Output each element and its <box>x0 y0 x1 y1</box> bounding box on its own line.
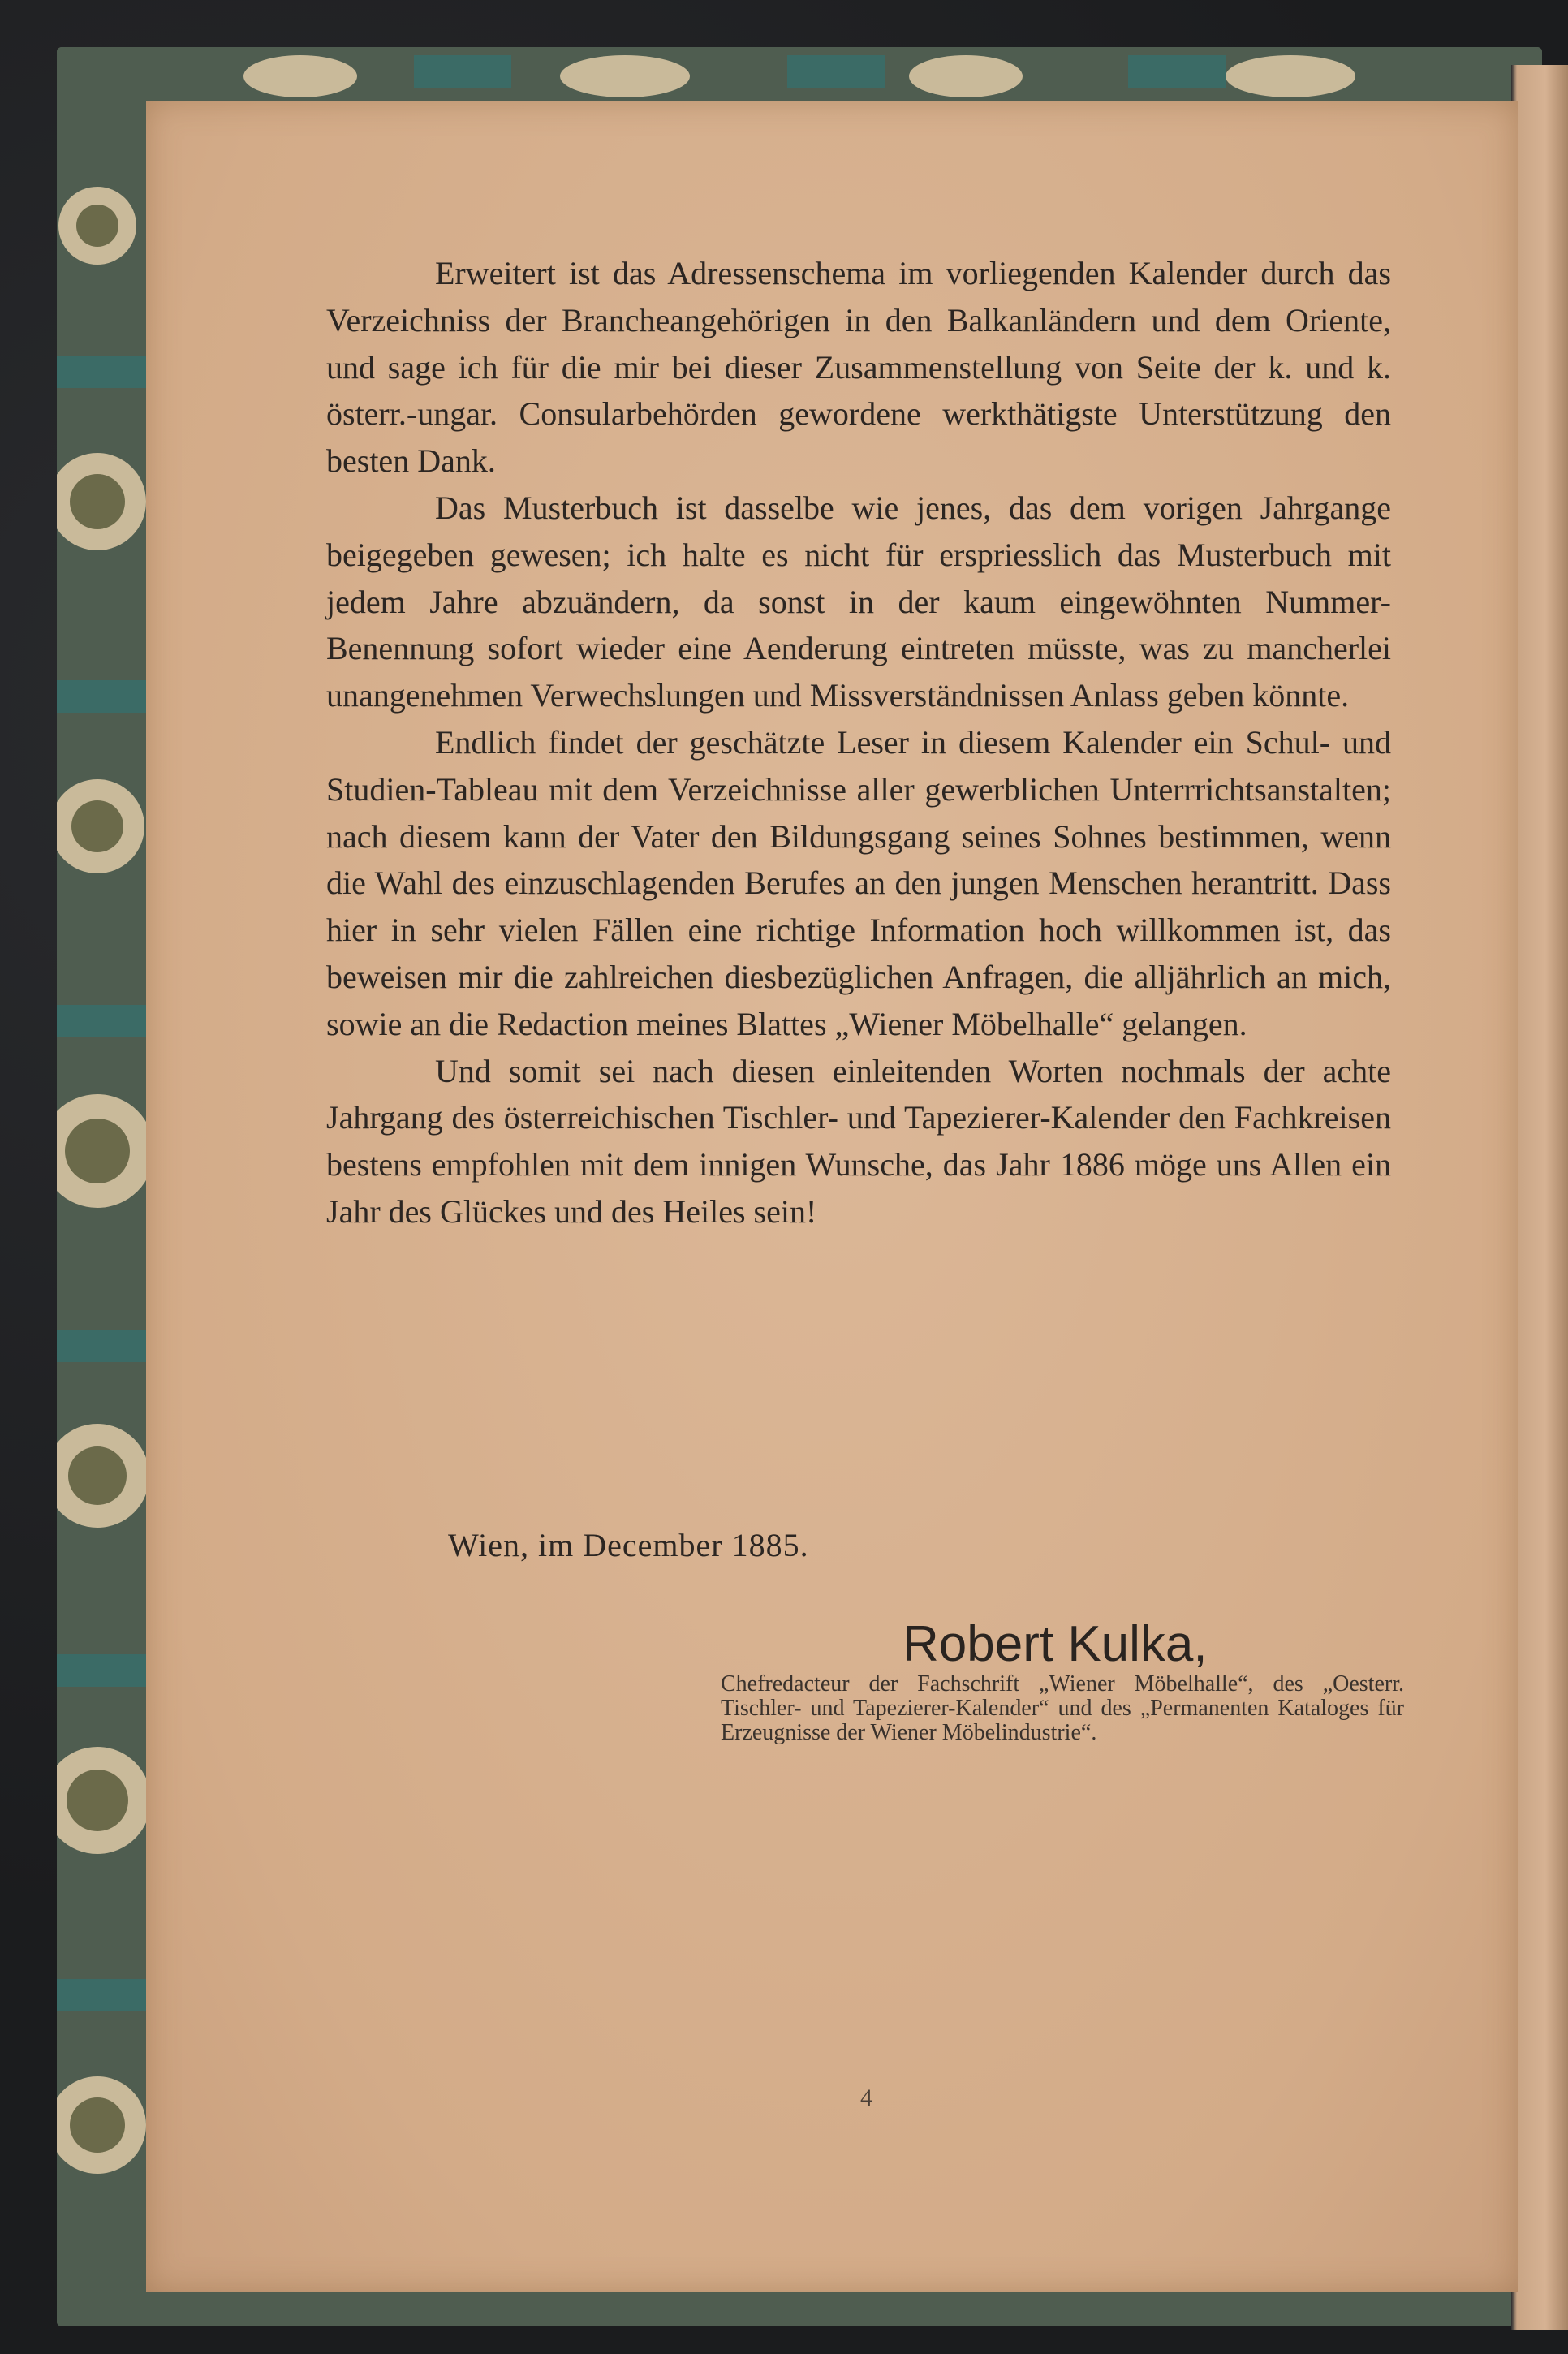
paragraph-4: Und somit sei nach diesen einleitenden Worten nochmals der achte Jahrgang des österreichischen Tischler- und Tapezierer-Kalender den Fachkreisen bestens empfohlen mit dem innigen Wunsche, das Jahr 1886 möge uns Allen ein Jahr des Glückes und des Heiles sein! <box>326 1052 1391 1230</box>
body-text <box>326 250 1391 1235</box>
paragraph-1: Erweitert ist das Adressenschema im vorliegenden Kalender durch das Verzeichniss der Brancheangehörigen in den Balkanländern und dem Oriente, und sage ich für die mir bei dieser Zusammenstellung von Seite der k. und k. österr.-ungar. Consularbehörden gewordene werkthätigste Unterstützung den besten Dank. <box>326 255 1391 480</box>
adjacent-page-edge <box>1511 65 1568 2330</box>
author-signature: Robert Kulka, <box>902 1616 1208 1672</box>
paragraph-2: Das Musterbuch ist dasselbe wie jenes, das dem vorigen Jahrgange beigegeben gewesen; ich halte es nicht für erspriesslich das Musterbuch mit jedem Jahre abzuändern, da sonst in der kaum eingewöhnten Nummer-Benennung sofort wieder eine Aenderung eintreten müsste, was zu mancherlei unangenehmen Verwechslungen und Missverständnissen Anlass geben könnte. <box>326 489 1391 714</box>
paragraph-3: Endlich findet der geschätzte Leser in diesem Kalender ein Schul- und Studien-Tableau mit dem Verzeichnisse aller gewerblichen Unterrrichtsanstalten; nach diesem kann der Vater den Bildungsgang seines Sohnes bestimmen, wenn die Wahl des einzuschlagenden Berufes an den jungen Menschen herantritt. Dass hier in sehr vielen Fällen eine richtige Information hoch willkommen ist, das beweisen mir die zahlreichen diesbezüglichen Anfragen, die alljährlich an mich, sowie an die Redaction meines Blattes „Wiener Möbelhalle“ gelangen. <box>326 723 1391 1042</box>
author-credentials: Chefredacteur der Fachschrift „Wiener Möbelhalle“, des „Oesterr. Tischler- und Tapezierer-Kalender“ und des „Permanenten Kataloges für Erzeugnisse der Wiener Möbelindustrie“. <box>721 1671 1404 1745</box>
place-date: Wien, im December 1885. <box>448 1527 809 1563</box>
page-number: 4 <box>860 2085 872 2111</box>
